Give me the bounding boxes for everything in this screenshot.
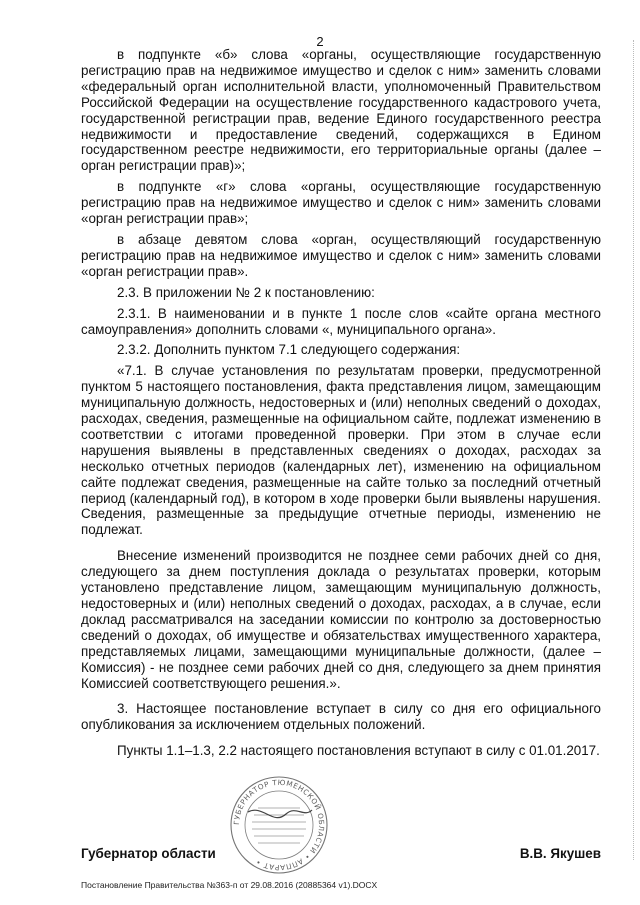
- paragraph-ninth-abzac: в абзаце девятом слова «орган, осуществляющий государственную регистрацию прав на недвижимое имущество и сделок с ним» заменить словами «орган регистрации прав».: [81, 231, 601, 279]
- signatory-name: В.В. Якушев: [519, 846, 601, 861]
- document-footer: Постановление Правительства №363-п от 29.08.2016 (20885364 v1).DOCX: [81, 880, 378, 890]
- paragraph-2-3-2: 2.3.2. Дополнить пунктом 7.1 следующего содержания:: [117, 342, 461, 358]
- svg-text:ГУБЕРНАТОР ТЮМЕНСКОЙ ОБЛАСТИ •: [232, 778, 326, 872]
- document-body: [81, 47, 601, 759]
- seal-text: ГУБЕРНАТОР ТЮМЕНСКОЙ ОБЛАСТИ • АППАРАТ •: [231, 777, 327, 873]
- paragraph-subitem-g: в подпункте «г» слова «органы, осуществляющие государственную регистрацию прав на недвижимое имущество и сделок с ним» заменить словами «орган регистрации прав»;: [81, 179, 601, 227]
- paragraph-changes: Внесение изменений производится не позднее семи рабочих дней со дня, следующего за днем поступления доклада о результатах проверки, которым установлено представление лицом, замещающим муниципальную должность, недостоверных и (или) неполных сведений о доходах, расходах, а в случае, если доклад рассматривался на заседании комиссии по контролю за достоверностью сведений о доходах, об имуществе и обязательствах имущественного характера, представляемых лицами, замещающими муниципальные должности, (далее – Комиссия) - не позднее семи рабочих дней со дня, следующего за днем принятия Комиссией соответствующего решения.».: [81, 548, 601, 691]
- page-number: 2: [316, 34, 324, 49]
- paragraph-subitem-b: в подпункте «б» слова «органы, осуществляющие государственную регистрацию прав на недвижимое имущество и сделок с ним» заменить словами «федеральный орган исполнительной власти, уполномоченный Правительством Российской Федерации на осуществление государственного кадастрового учета, государственной регистрации прав, ведение Единого государственного реестра недвижимости и предоставление сведений, содержащихся в Едином государственном реестре недвижимости, его территориальные органы (далее – орган регистрации прав)»;: [81, 47, 601, 174]
- scan-edge: [631, 40, 634, 860]
- paragraph-effective-date: Пункты 1.1–1.3, 2.2 настоящего постановления вступают в силу с 01.01.2017.: [117, 743, 600, 759]
- signatory-title: Губернатор области: [81, 846, 216, 861]
- paragraph-7-1: «7.1. В случае установления по результатам проверки, предусмотренной пунктом 5 настоящего постановления, факта представления лицом, замещающим муниципальную должность, недостоверных и (или) неполных сведений о доходах, расходах, сведения, размещенные на официальном сайте, подлежат изменению в соответствии с итогами проведенной проверки. При этом в случае если нарушения выявлены в представленных сведениях о доходах, расходах за несколько отчетных периодов (календарных лет), изменению на официальном сайте подлежат сведения, размещенные на сайте только за последний отчетный период (календарный год), в котором в ходе проверки были выявлены нарушения. Сведения, размещенные за предыдущие отчетные периоды, изменению не подлежат.: [81, 363, 601, 538]
- paragraph-2-3: 2.3. В приложении № 2 к постановлению:: [117, 284, 375, 300]
- official-seal-stamp: [228, 774, 330, 876]
- paragraph-3: 3. Настоящее постановление вступает в силу со дня его официального опубликования за исключением отдельных положений.: [81, 701, 601, 733]
- paragraph-2-3-1: 2.3.1. В наименовании и в пункте 1 после слов «сайте органа местного самоуправления» дополнить словами «, муниципального органа».: [81, 305, 601, 337]
